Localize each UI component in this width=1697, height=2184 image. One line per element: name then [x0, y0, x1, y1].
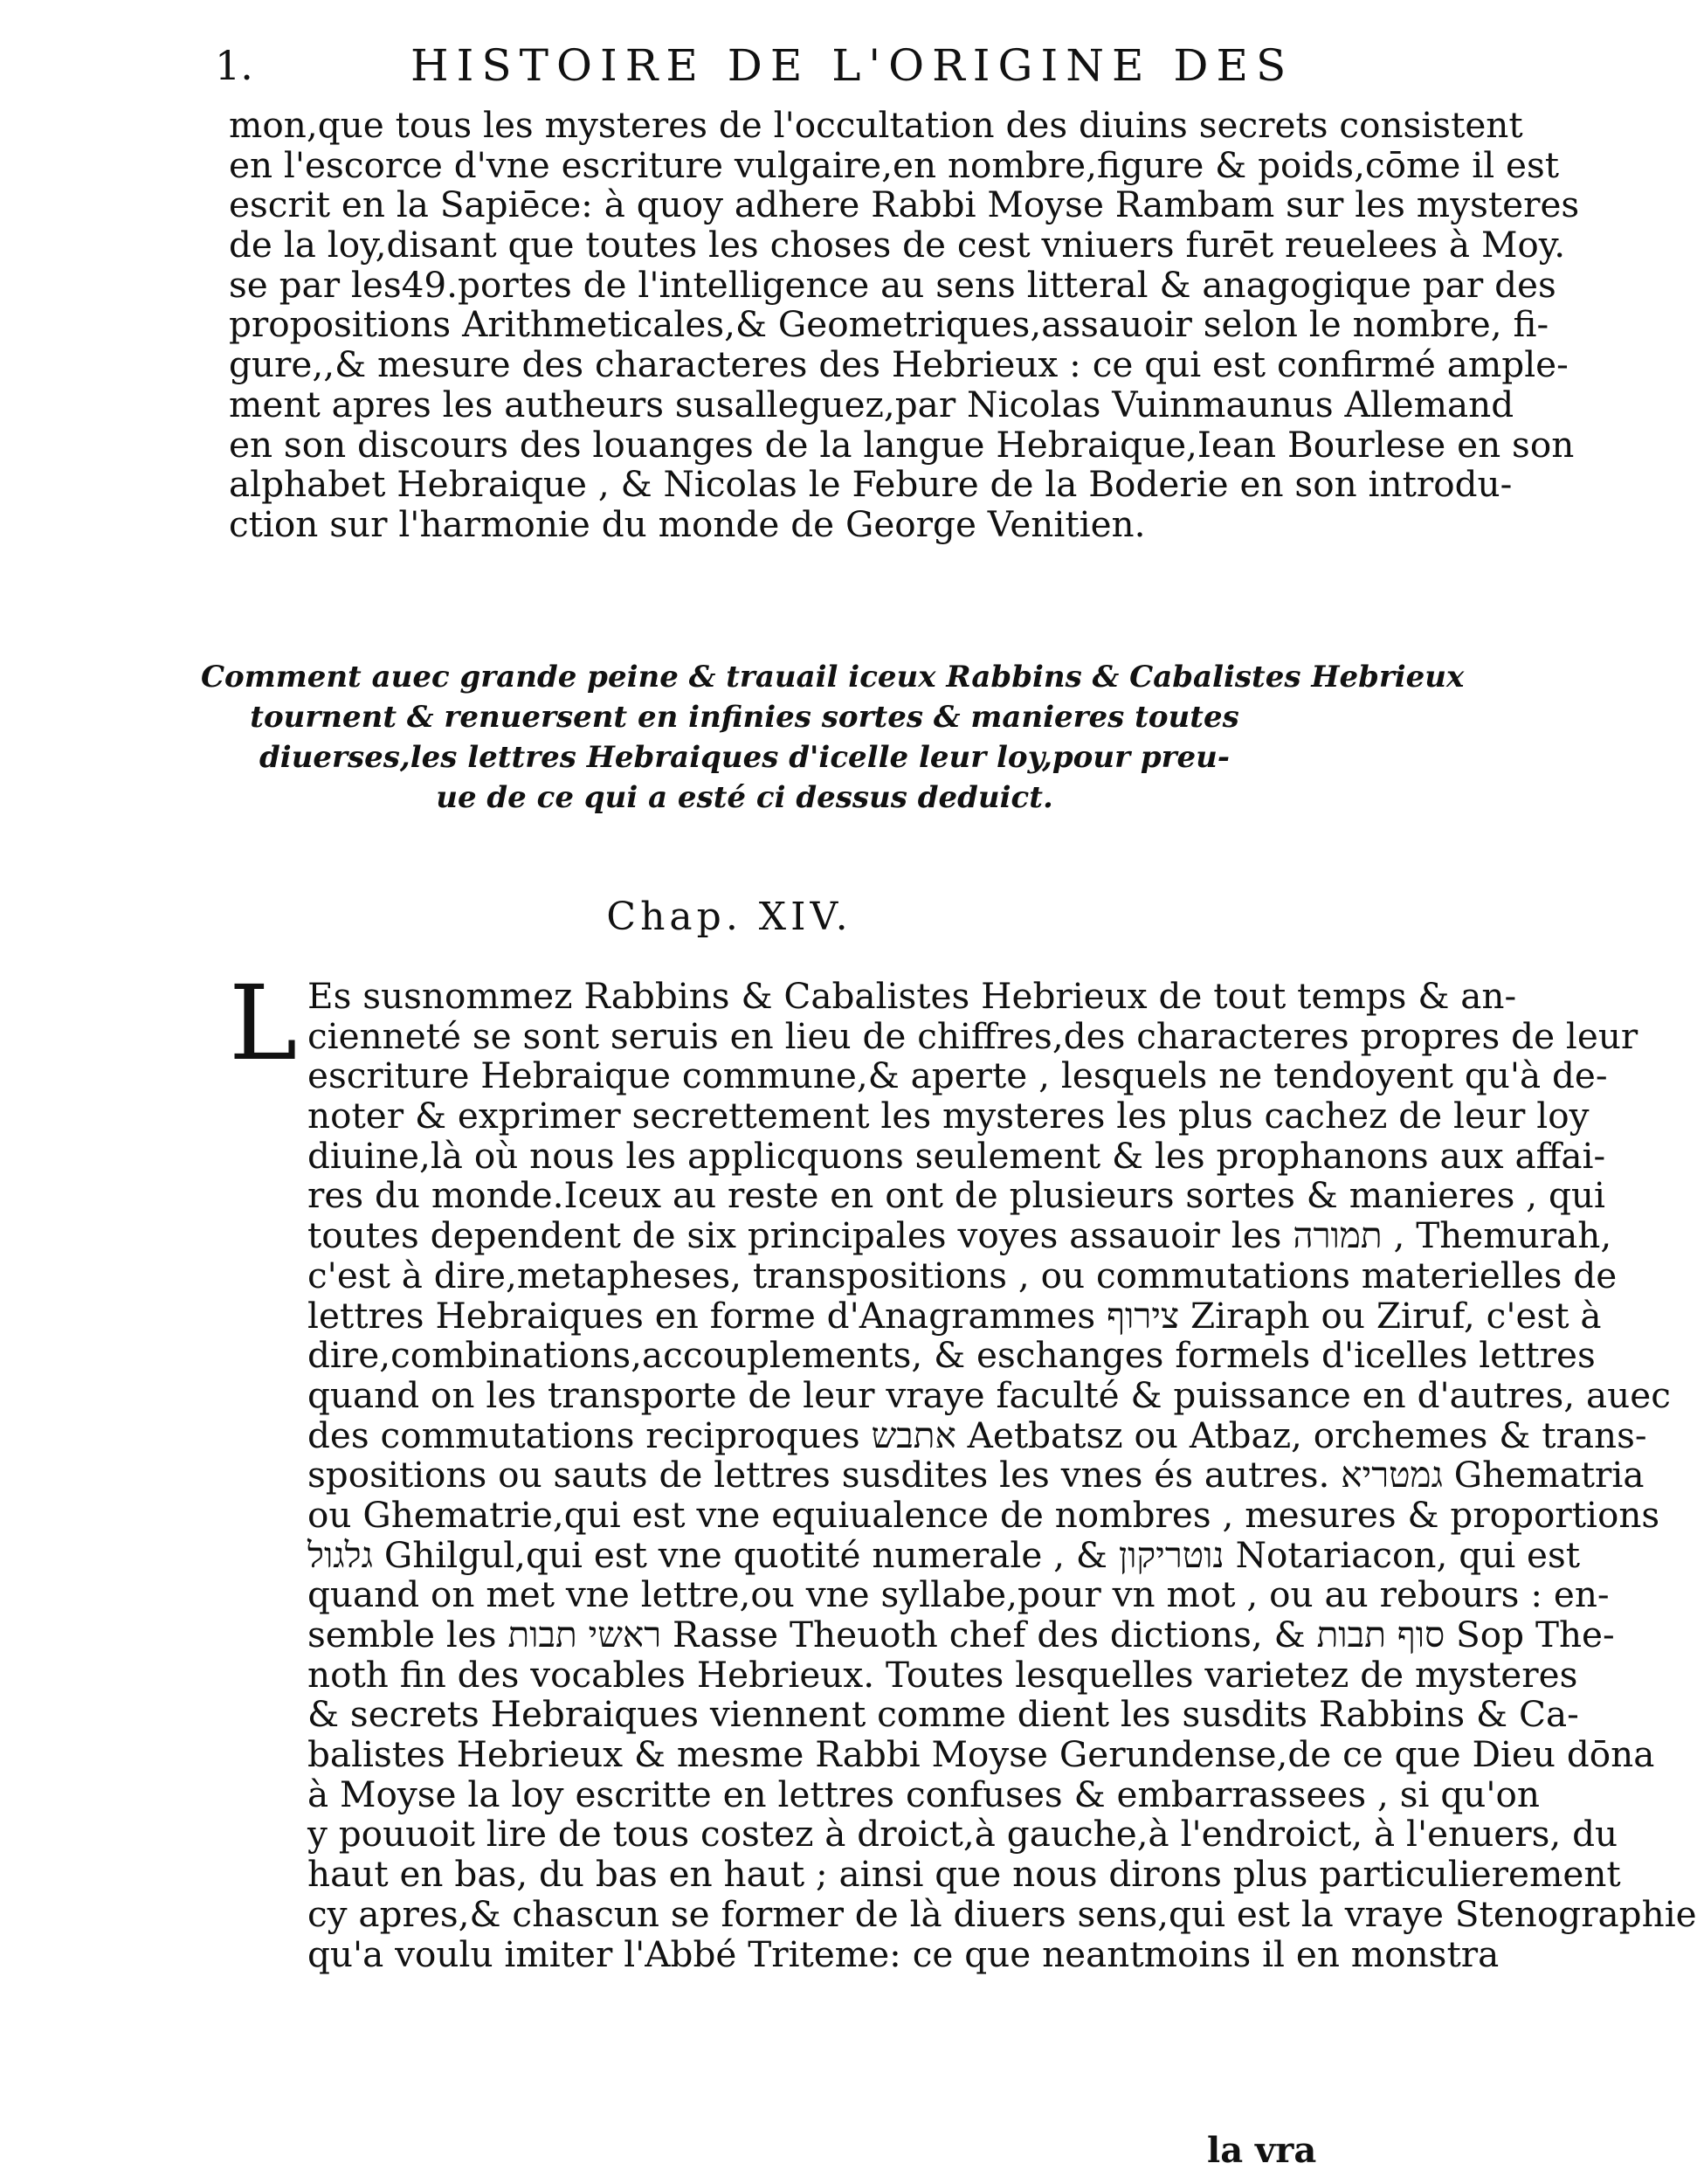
text-line: & secrets Hebraiques viennent comme dient les susdits Rabbins & Ca-: [307, 1693, 1579, 1736]
text-line: diuine,là où nous les applicquons seulement & les prophanons aux affai-: [307, 1134, 1606, 1177]
text-line: quand on les transporte de leur vraye faculté & puissance en d'autres, auec: [307, 1373, 1671, 1416]
text-line: ment apres les autheurs susalleguez,par Nicolas Vuinmaunus Allemand: [229, 383, 1514, 425]
text-line: balistes Hebrieux & mesme Rabbi Moyse Gerundense,de ce que Dieu dōna: [307, 1733, 1655, 1776]
text-line: y pouuoit lire de tous costez à droict,à gauche,à l'endroict, à l'enuers, du: [307, 1813, 1618, 1856]
text-line: propositions Arithmeticales,& Geometriques,assauoir selon le nombre, fi-: [229, 303, 1549, 346]
text-line: Es susnommez Rabbins & Cabalistes Hebrieux de tout temps & an-: [307, 975, 1517, 1017]
text-line: semble les ראשי תבות Rasse Theuoth chef des dictions, & סוף תבות Sop The-: [307, 1614, 1615, 1655]
text-line: cienneté se sont seruis en lieu de chiffres,des characteres propres de leur: [307, 1014, 1638, 1057]
text-line: spositions ou sauts de lettres susdites les vnes és autres. גמטריא Ghematria: [307, 1454, 1645, 1496]
top-paragraph: [229, 104, 1580, 545]
text-line: ction sur l'harmonie du monde de George Venitien.: [229, 502, 1146, 545]
text-line: ou Ghematrie,qui est vne equiualence de nombres , mesures & proportions: [307, 1493, 1660, 1536]
text-line: cy apres,& chascun se former de là diuers sens,qui est la vraye Stenographie: [307, 1892, 1697, 1935]
text-line: mon,que tous les mysteres de l'occultation des diuins secrets consistent: [229, 104, 1523, 146]
running-head: HISTOIRE DE L'ORIGINE DES: [410, 40, 1294, 91]
heading-line: Comment auec grande peine & trauail iceux Rabbins & Cabalistes Hebrieux: [201, 660, 1465, 695]
drop-cap: L: [229, 963, 298, 1083]
text-line: noth fin des vocables Hebrieux. Toutes lesquelles varietez de mysteres: [307, 1653, 1578, 1696]
section-heading: [201, 657, 1465, 818]
text-line: à Moyse la loy escritte en lettres confuses & embarrassees , si qu'on: [307, 1773, 1540, 1815]
text-line: c'est à dire,metapheses, transpositions , ou commutations materielles de: [307, 1254, 1618, 1296]
text-line: quand on met vne lettre,ou vne syllabe,pour vn mot , ou au rebours : en-: [307, 1573, 1610, 1616]
catchword: la vra: [1207, 2130, 1317, 2171]
text-line: qu'a voulu imiter l'Abbé Triteme: ce que neantmoins il en monstra: [307, 1932, 1500, 1975]
text-line: res du monde.Iceux au reste en ont de plusieurs sortes & manieres , qui: [307, 1174, 1605, 1217]
text-line: gure,,& mesure des characteres des Hebrieux : ce qui est confirmé ample-: [229, 343, 1569, 386]
text-line: lettres Hebraiques en forme d'Anagrammes צירוף Ziraph ou Ziruf, c'est à: [307, 1294, 1602, 1337]
chapter-title: Chap. XIV.: [606, 895, 852, 939]
text-line: escrit en la Sapiēce: à quoy adhere Rabbi Moyse Rambam sur les mysteres: [229, 183, 1580, 226]
heading-line: ue de ce qui a esté ci dessus deduict.: [436, 780, 1053, 815]
text-line: en son discours des louanges de la langue Hebraique,Iean Bourlese en son: [229, 423, 1575, 466]
text-line: alphabet Hebraique , & Nicolas le Febure de la Boderie en son introdu-: [229, 463, 1513, 506]
text-line: escriture Hebraique commune,& aperte , lesquels ne tendoyent qu'à de-: [307, 1054, 1608, 1097]
heading-line: diuerses,les lettres Hebraiques d'icelle leur loy,pour preu-: [259, 740, 1230, 775]
text-line: des commutations reciproques אתבש Aetbatsz ou Atbaz, orchemes & trans-: [307, 1413, 1647, 1456]
text-line: noter & exprimer secrettement les mysteres les plus cachez de leur loy: [307, 1095, 1590, 1137]
page-number: 1.: [215, 42, 253, 89]
text-line: haut en bas, du bas en haut ; ainsi que nous dirons plus particulierement: [307, 1853, 1621, 1896]
text-line: se par les49.portes de l'intelligence au sens litteral & anagogique par des: [229, 263, 1556, 306]
text-line: dire,combinations,accouplements, & eschanges formels d'icelles lettres: [307, 1334, 1596, 1377]
chapter-paragraph: [307, 975, 1697, 1975]
text-line: גלגול Ghilgul,qui est vne quotité numerale , & נוטריקון Notariacon, qui est: [307, 1533, 1581, 1576]
text-line: toutes dependent de six principales voyes assauoir les תמורה , Themurah,: [307, 1214, 1612, 1257]
text-line: de la loy,disant que toutes les choses de cest vniuers furēt reuelees à Moy.: [229, 224, 1566, 266]
heading-line: tournent & renuersent en infinies sortes & manieres toutes: [250, 700, 1239, 735]
text-line: en l'escorce d'vne escriture vulgaire,en nombre,figure & poids,cōme il est: [229, 143, 1560, 186]
